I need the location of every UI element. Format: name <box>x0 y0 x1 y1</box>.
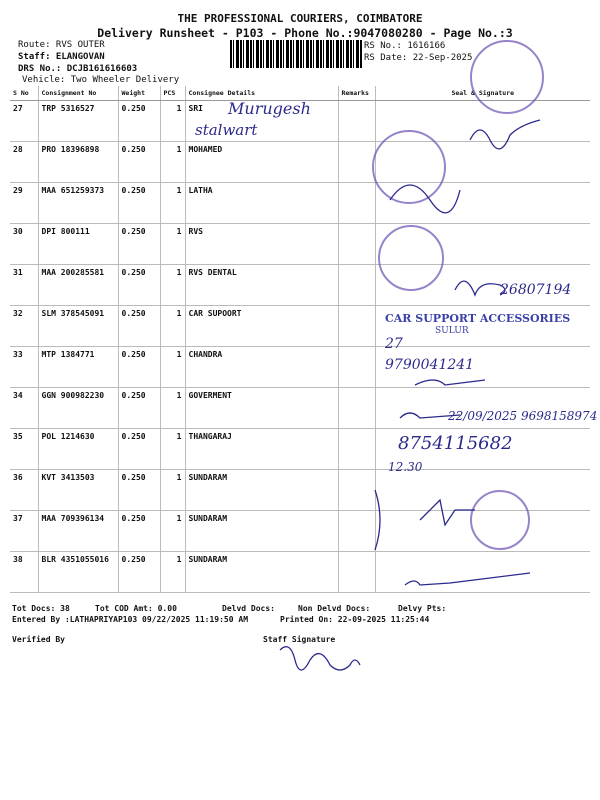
cell-weight: 0.250 <box>118 510 160 551</box>
cell-sno: 35 <box>10 428 38 469</box>
rs-no: RS No.: 1616166 <box>364 41 446 51</box>
cell-consignment: MAA 651259373 <box>38 182 118 223</box>
cell-pcs: 1 <box>160 305 185 346</box>
cell-sno: 36 <box>10 469 38 510</box>
runsheet-subtitle: Delivery Runsheet - P103 - Phone No.:9047080280 - Page No.:3 <box>97 26 513 40</box>
cell-weight: 0.250 <box>118 346 160 387</box>
handwritten-time: 12.30 <box>388 460 423 474</box>
cell-weight: 0.250 <box>118 551 160 592</box>
car-support-stamp: CAR SUPPORT ACCESSORIES <box>385 312 571 325</box>
cell-sno: 32 <box>10 305 38 346</box>
cell-consignment: MTP 1384771 <box>38 346 118 387</box>
cell-pcs: 1 <box>160 428 185 469</box>
cell-consignment: SLM 378545091 <box>38 305 118 346</box>
cell-weight: 0.250 <box>118 141 160 182</box>
cell-weight: 0.250 <box>118 264 160 305</box>
cell-weight: 0.250 <box>118 100 160 141</box>
non-delvd-docs: Non Delvd Docs: <box>298 604 371 613</box>
tot-docs: Tot Docs: 38 <box>12 604 70 613</box>
cell-consignee: RVS DENTAL <box>185 264 338 305</box>
cell-pcs: 1 <box>160 346 185 387</box>
cell-sno: 33 <box>10 346 38 387</box>
cell-sno: 29 <box>10 182 38 223</box>
cell-pcs: 1 <box>160 141 185 182</box>
cell-pcs: 1 <box>160 100 185 141</box>
cell-sno: 38 <box>10 551 38 592</box>
cell-consignee: SUNDARAM <box>185 551 338 592</box>
handwritten-number: 22/09/2025 9698158974 <box>448 409 598 423</box>
cell-pcs: 1 <box>160 182 185 223</box>
entered-by: Entered By :LATHAPRIYAP103 09/22/2025 11:19:50 AM <box>12 615 249 624</box>
cell-weight: 0.250 <box>118 387 160 428</box>
tot-cod: Tot COD Amt: 0.00 <box>95 604 177 613</box>
handwritten-name: stalwart <box>195 121 258 139</box>
cell-consignment: GGN 900982230 <box>38 387 118 428</box>
cell-consignment: MAA 709396134 <box>38 510 118 551</box>
cell-weight: 0.250 <box>118 469 160 510</box>
cell-weight: 0.250 <box>118 428 160 469</box>
handwritten-number: 27 <box>385 336 403 352</box>
handwritten-name: Murugesh <box>228 99 311 118</box>
cell-consignee: CHANDRA <box>185 346 338 387</box>
cell-consignment: TRP 5316527 <box>38 100 118 141</box>
staff: Staff: ELANGOVAN <box>18 52 105 62</box>
cell-consignee: GOVERMENT <box>185 387 338 428</box>
drs-no: DRS No.: DCJB161616603 <box>18 64 138 74</box>
cell-consignee: SRI <box>185 100 338 141</box>
handwritten-number: 9790041241 <box>385 357 475 373</box>
col-seal: Seal & Signature <box>375 86 590 100</box>
cell-pcs: 1 <box>160 223 185 264</box>
cell-consignee: RVS <box>185 223 338 264</box>
cell-consignee: THANGARAJ <box>185 428 338 469</box>
cell-sno: 28 <box>10 141 38 182</box>
cell-consignee: CAR SUPOORT <box>185 305 338 346</box>
cell-sno: 34 <box>10 387 38 428</box>
cell-weight: 0.250 <box>118 223 160 264</box>
col-remarks: Remarks <box>338 86 375 100</box>
route: Route: RVS OUTER <box>18 40 105 50</box>
cell-weight: 0.250 <box>118 182 160 223</box>
cell-sno: 37 <box>10 510 38 551</box>
cell-consignment: DPI 800111 <box>38 223 118 264</box>
col-consignment: Consignment No <box>38 86 118 100</box>
cell-consignee: LATHA <box>185 182 338 223</box>
cell-consignee: MOHAMED <box>185 141 338 182</box>
cell-pcs: 1 <box>160 264 185 305</box>
col-weight: Weight <box>118 86 160 100</box>
cell-consignment: POL 1214630 <box>38 428 118 469</box>
cell-weight: 0.250 <box>118 305 160 346</box>
col-consignee: Consignee Details <box>185 86 338 100</box>
cell-pcs: 1 <box>160 551 185 592</box>
verified-by: Verified By <box>12 635 65 644</box>
cell-sno: 31 <box>10 264 38 305</box>
rs-date: RS Date: 22-Sep-2025 <box>364 53 473 63</box>
cell-consignment: KVT 3413503 <box>38 469 118 510</box>
car-support-city: SULUR <box>435 326 469 336</box>
cell-consignment: MAA 200285581 <box>38 264 118 305</box>
staff-signature: Staff Signature <box>263 635 336 644</box>
delvd-docs: Delvd Docs: <box>222 604 275 613</box>
col-sno: S No <box>10 86 38 100</box>
cell-sno: 27 <box>10 100 38 141</box>
company-title: THE PROFESSIONAL COURIERS, COIMBATORE <box>177 12 423 25</box>
cell-consignee: SUNDARAM <box>185 510 338 551</box>
handwritten-number: 26807194 <box>500 282 572 298</box>
cell-pcs: 1 <box>160 469 185 510</box>
col-pcs: PCS <box>160 86 185 100</box>
cell-consignee: SUNDARAM <box>185 469 338 510</box>
delvy-pts: Delvy Pts: <box>398 604 447 613</box>
cell-pcs: 1 <box>160 387 185 428</box>
cell-consignment: BLR 4351055016 <box>38 551 118 592</box>
printed-on: Printed On: 22-09-2025 11:25:44 <box>280 615 430 624</box>
cell-pcs: 1 <box>160 510 185 551</box>
vehicle: Vehicle: Two Wheeler Delivery <box>22 75 180 85</box>
cell-sno: 30 <box>10 223 38 264</box>
cell-consignment: PRO 18396898 <box>38 141 118 182</box>
handwritten-number: 8754115682 <box>398 433 513 454</box>
